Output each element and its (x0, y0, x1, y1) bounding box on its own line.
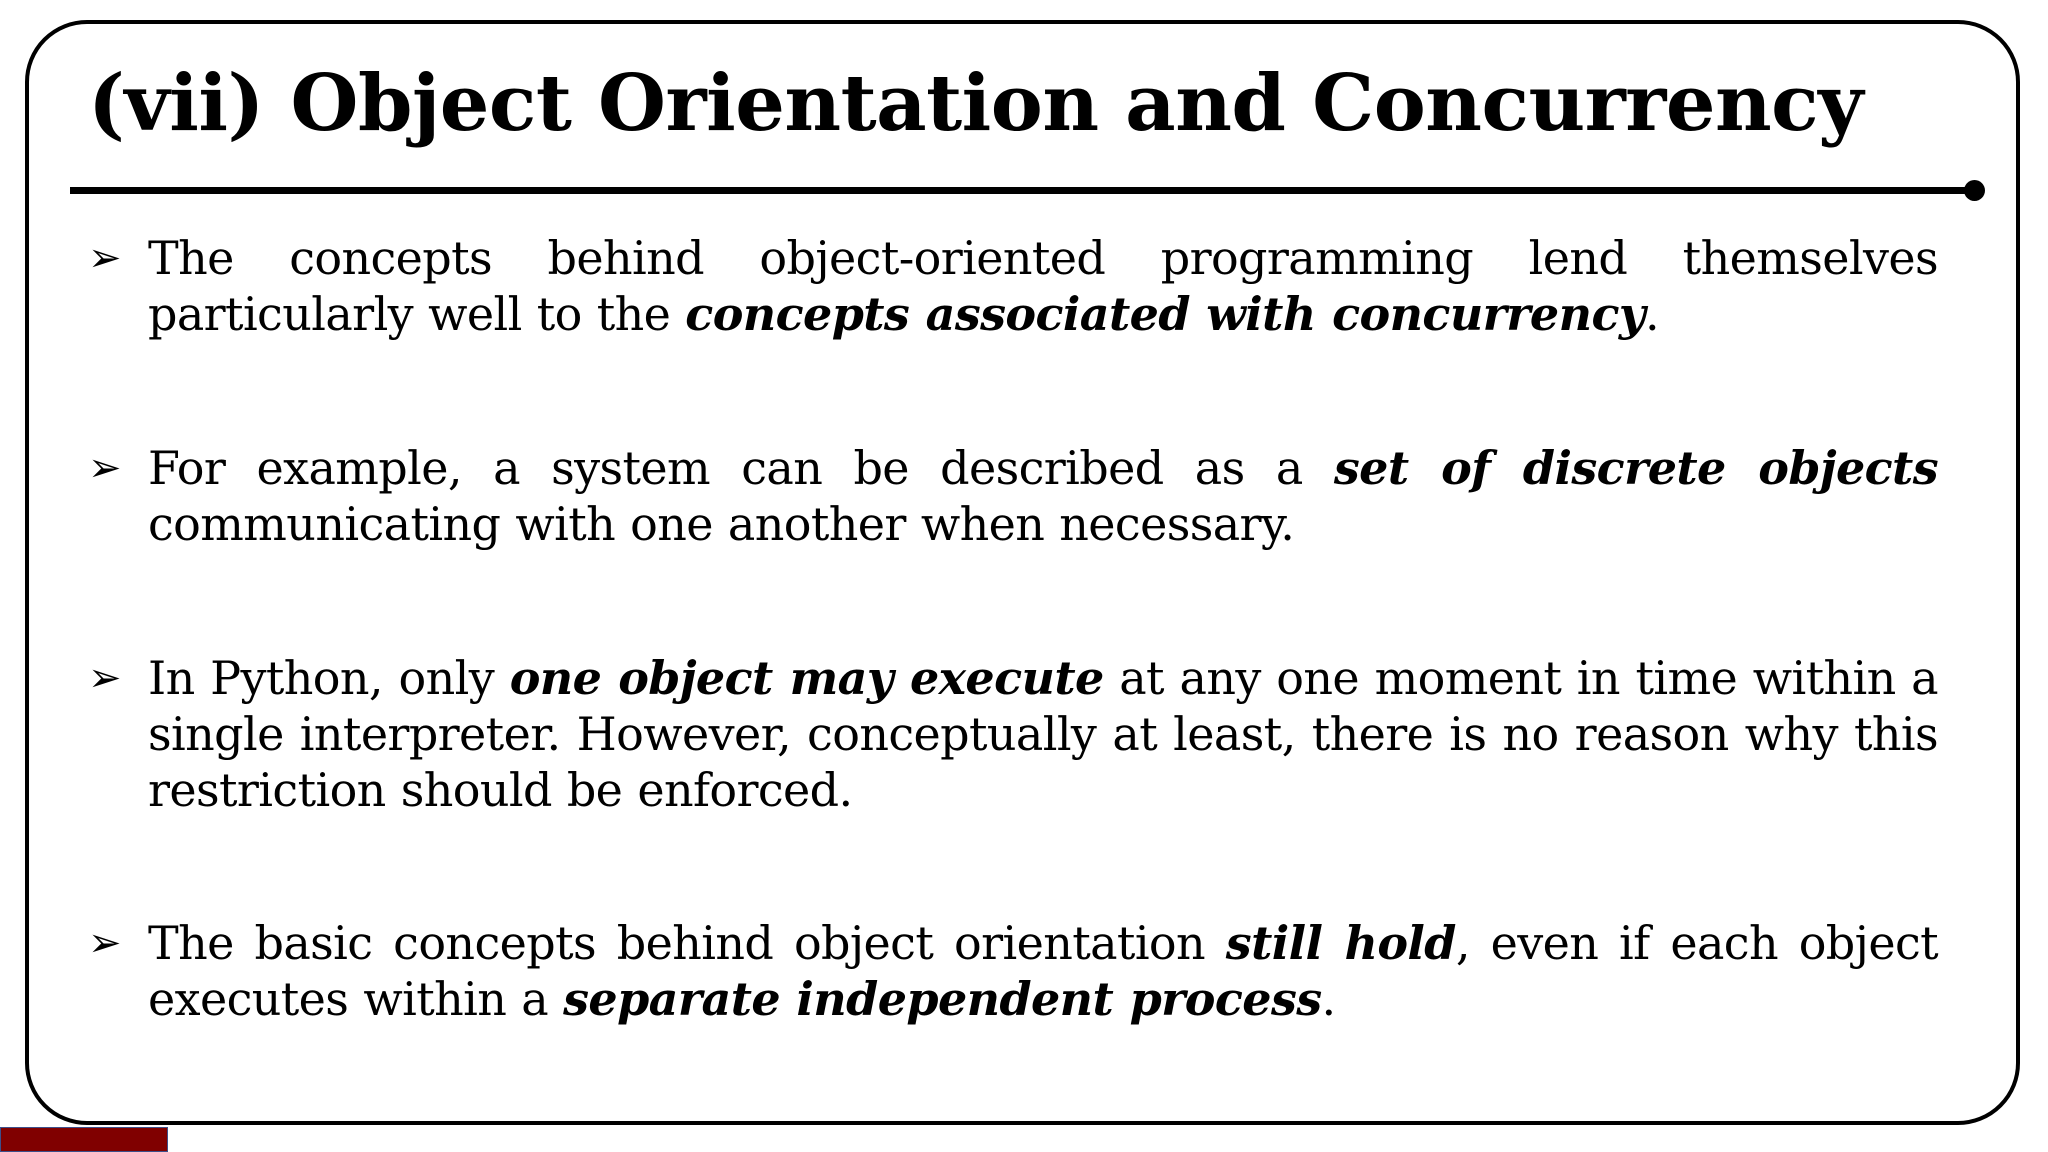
bullet-text (148, 915, 1938, 1027)
bullet-arrow-icon: ➢ (88, 445, 122, 491)
bullet-emphasis: one object may execute (509, 651, 1104, 705)
bullet-segment: , even if each object executes within a (148, 916, 1938, 1026)
bullet-arrow-icon: ➢ (88, 655, 122, 701)
bullet-emphasis: separate independent process (563, 972, 1322, 1026)
bullet-item (88, 650, 1938, 818)
bullet-item (88, 915, 1938, 1027)
bullet-segment: . (1321, 972, 1336, 1026)
title-divider (70, 187, 1970, 194)
bullet-arrow-icon: ➢ (88, 920, 122, 966)
bullet-segment: For example, a system can be described as a (148, 441, 1334, 495)
bullet-arrow-icon: ➢ (88, 235, 122, 281)
bullet-emphasis: still hold (1225, 916, 1456, 970)
bullet-text (148, 650, 1938, 818)
footer-accent-bar (0, 1127, 168, 1152)
bullet-emphasis: concepts associated with concurrency (685, 287, 1645, 341)
bullet-segment: The concepts behind object-oriented programming lend themselves particularly well to the (148, 231, 1938, 341)
bullet-segment: In Python, only (148, 651, 510, 705)
bullet-segment: . (1644, 287, 1660, 341)
divider-end-dot (1964, 180, 1985, 201)
bullet-segment: at any one moment in time within a single interpreter. However, conceptually at least, there is no reason why this restriction should be enforced. (148, 651, 1939, 817)
bullet-text (148, 230, 1938, 342)
bullet-text (148, 440, 1938, 552)
bullet-item (88, 440, 1938, 552)
bullet-item (88, 230, 1938, 342)
bullet-segment: communicating with one another when necessary. (148, 497, 1295, 551)
bullet-emphasis: set of discrete objects (1333, 441, 1938, 495)
bullet-segment: The basic concepts behind object orientation (148, 916, 1226, 970)
slide-title: (vii) Object Orientation and Concurrency (88, 58, 1863, 149)
